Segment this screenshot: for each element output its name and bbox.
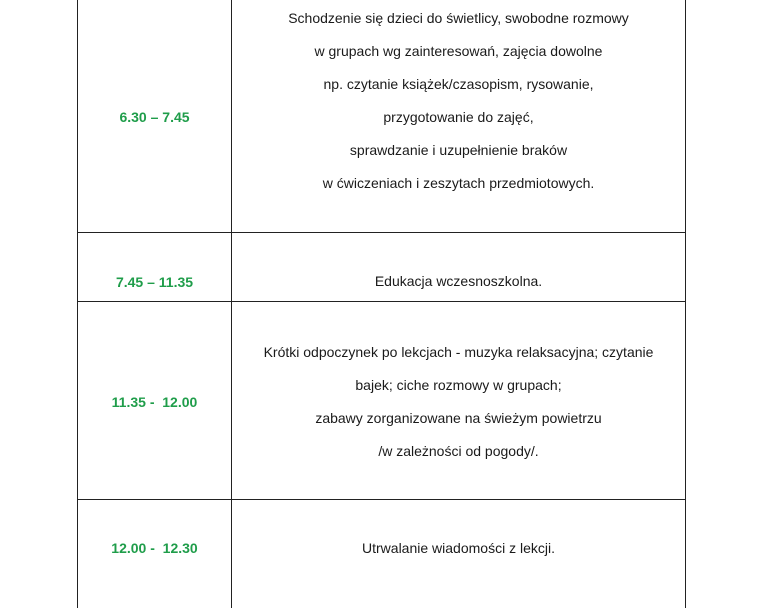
schedule-table (77, 0, 686, 608)
time-cell: 7.45 – 11.35 (115, 274, 194, 290)
description-line: Utrwalanie wiadomości z lekcji. (362, 540, 555, 556)
table-row (78, 233, 685, 302)
description-cell (232, 302, 685, 499)
description-line: przygotowanie do zajęć, (383, 109, 534, 125)
description-line: Schodzenie się dzieci do świetlicy, swobodne rozmowy (288, 10, 629, 26)
description-cell (232, 500, 685, 608)
description-line: Krótki odpoczynek po lekcjach - muzyka relaksacyjna; czytanie (263, 344, 654, 360)
time-cell: 11.35 - 12.00 (111, 393, 198, 410)
table-row (78, 500, 685, 608)
description-line: w ćwiczeniach i zeszytach przedmiotowych. (322, 175, 595, 191)
time-cell: 6.30 – 7.45 (119, 109, 190, 125)
description-cell (232, 233, 685, 301)
description-line: /w zależności od pogody/. (378, 443, 539, 459)
description-line: w grupach wg zainteresowań, zajęcia dowolne (314, 43, 603, 59)
description-line: sprawdzanie i uzupełnienie braków (349, 142, 568, 158)
time-cell: 12.00 - 12.30 (111, 540, 198, 556)
description-line: Edukacja wczesnoszkolna. (374, 273, 543, 289)
description-line: bajek; ciche rozmowy w grupach; (355, 377, 562, 393)
table-row (78, 0, 685, 233)
description-line: np. czytanie książek/czasopism, rysowanie, (323, 76, 594, 92)
description-cell (232, 0, 685, 232)
description-line: zabawy zorganizowane na świeżym powietrzu (315, 410, 602, 426)
table-row (78, 302, 685, 500)
